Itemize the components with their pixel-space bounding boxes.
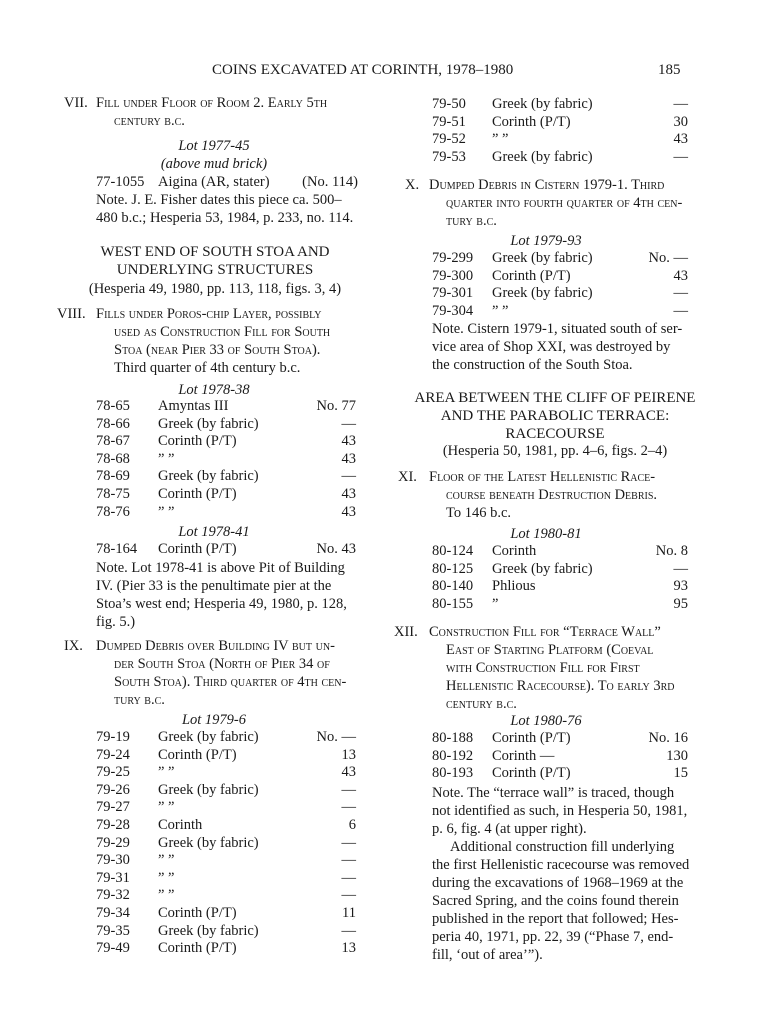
coin-id: 80-188: [432, 730, 474, 746]
coin-id: 79-300: [432, 267, 474, 284]
coin-catalog-number: 43: [341, 486, 356, 502]
coin-id: 79-27: [96, 799, 130, 816]
coin-row: [96, 905, 356, 922]
coin-id: 77-1055: [96, 174, 145, 190]
note-text: Note. Cistern 1979-1, situated south of ser-: [432, 321, 683, 337]
coin-catalog-number: —: [341, 834, 356, 851]
coin-id: 79-28: [96, 817, 130, 833]
coin-catalog-number: 30: [673, 113, 688, 130]
coin-description: Corinth: [158, 817, 203, 833]
coin-row: [96, 887, 356, 904]
coin-row: [96, 729, 356, 746]
paragraph-text: published in the report that followed; Hes-: [432, 911, 679, 927]
coin-row: [96, 504, 356, 521]
coin-description: Greek (by fabric): [158, 834, 259, 851]
coin-row: [432, 114, 688, 131]
area-heading: RACECOURSE: [505, 426, 605, 442]
coin-catalog-number: —: [341, 781, 356, 798]
coin-row: [432, 268, 688, 285]
coin-catalog-number: —: [341, 869, 356, 886]
note-text: Note. J. E. Fisher dates this piece ca. 500–: [96, 192, 342, 208]
coin-id: 78-68: [96, 450, 130, 467]
coin-catalog-number: —: [673, 148, 688, 165]
coin-id: 79-52: [432, 131, 466, 148]
area-heading: UNDERLYING STRUCTURES: [116, 262, 314, 278]
note-text: p. 6, fig. 4 (at upper right).: [432, 821, 587, 837]
section-xi-number: XI.: [398, 469, 417, 485]
section-xii-title: Construction Fill for “Terrace Wall”: [429, 624, 661, 640]
note-text: the construction of the South Stoa.: [432, 357, 633, 373]
coin-row: [96, 940, 356, 957]
coin-row: [96, 416, 356, 433]
coin-row: [432, 149, 688, 166]
section-xi-title-cont: course beneath Destruction Debris.: [446, 487, 658, 503]
coin-id: 79-301: [432, 285, 474, 302]
section-ix-title-cont: tury b.c.: [114, 692, 165, 708]
coin-row: [432, 765, 688, 782]
coin-description: Greek (by fabric): [158, 415, 259, 432]
coin-row: [432, 748, 688, 765]
coin-description: Aigina (AR, stater): [158, 174, 270, 190]
section-vii-number: VII.: [64, 95, 88, 111]
coin-description: Corinth (P/T): [158, 940, 237, 957]
coin-id: 80-124: [432, 543, 474, 559]
section-xii-title-cont: with Construction Fill for First: [446, 660, 640, 676]
coin-description: Greek (by fabric): [158, 729, 259, 745]
coin-description: Corinth (P/T): [492, 765, 571, 782]
coin-description: ” ”: [158, 887, 175, 904]
coin-row: [96, 398, 356, 415]
coin-id: 80-193: [432, 765, 474, 782]
section-vii-title-cont: century b.c.: [114, 113, 185, 129]
section-ix-title-cont: South Stoa). Third quarter of 4th cen-: [114, 674, 347, 690]
coin-row: [96, 747, 356, 764]
coin-id: 79-26: [96, 781, 130, 798]
coin-catalog-number: —: [673, 96, 688, 112]
section-viii-title-cont: used as Construction Fill for South: [114, 324, 331, 340]
coin-id: 80-140: [432, 578, 474, 595]
coin-id: 79-30: [96, 852, 130, 869]
coin-catalog-number: 43: [341, 503, 356, 520]
coin-row: [96, 870, 356, 887]
coin-row: [96, 486, 356, 503]
coin-id: 79-50: [432, 96, 466, 112]
coin-description: Greek (by fabric): [492, 148, 593, 165]
coin-catalog-number: No. —: [316, 729, 356, 745]
coin-row: [96, 923, 356, 940]
lot-sublabel: (above mud brick): [160, 156, 268, 172]
coin-id: 79-53: [432, 148, 466, 165]
section-viii-title-cont: Stoa (near Pier 33 of South Stoa).: [114, 342, 321, 358]
section-x-title-cont: quarter into fourth quarter of 4th cen-: [446, 195, 683, 211]
coin-id: 78-67: [96, 433, 130, 450]
section-xii-title-cont: East of Starting Platform (Coeval: [446, 642, 654, 658]
section-xi-date: To 146 b.c.: [446, 505, 512, 521]
coin-description: Amyntas III: [158, 398, 229, 414]
coin-row: [96, 468, 356, 485]
coin-catalog-number: 11: [342, 905, 356, 921]
coin-row: [96, 541, 356, 558]
coin-description: Corinth: [492, 543, 537, 559]
coin-row: [432, 578, 688, 595]
coin-catalog-number: 15: [673, 765, 688, 782]
lot-label: Lot 1979-6: [181, 712, 247, 728]
coin-id: 78-66: [96, 415, 130, 432]
coin-catalog-number: —: [341, 799, 356, 816]
coin-description: ” ”: [158, 852, 175, 869]
coin-id: 79-29: [96, 834, 130, 851]
coin-description: Corinth (P/T): [158, 746, 237, 763]
coin-description: Greek (by fabric): [158, 781, 259, 798]
area-reference: (Hesperia 49, 1980, pp. 113, 118, figs. 3, 4): [88, 281, 342, 297]
lot-label: Lot 1978-41: [178, 524, 250, 540]
coin-row: [96, 817, 356, 834]
lot-label: Lot 1980-81: [510, 526, 582, 542]
note-text: Stoa’s west end; Hesperia 49, 1980, p. 128,: [96, 596, 347, 612]
section-viii-date: Third quarter of 4th century b.c.: [114, 360, 301, 376]
section-xii-title-cont: century b.c.: [446, 696, 517, 712]
coin-catalog-number: —: [673, 285, 688, 302]
area-heading: AREA BETWEEN THE CLIFF OF PEIRENE: [414, 390, 696, 406]
coin-catalog-number: 6: [348, 817, 356, 833]
lot-label: Lot 1979-93: [510, 233, 582, 249]
coin-id: 79-34: [96, 905, 130, 921]
section-xii-number: XII.: [394, 624, 418, 640]
paragraph-text: fill, ‘out of area’”).: [432, 947, 543, 963]
coin-description: Corinth (P/T): [492, 730, 571, 746]
note-text: vice area of Shop XXI, was destroyed by: [432, 339, 671, 355]
coin-description: ”: [492, 595, 499, 612]
coin-catalog-number: 13: [341, 746, 356, 763]
section-xii-title-cont: Hellenistic Racecourse). To early 3rd: [446, 678, 675, 694]
coin-id: 80-155: [432, 595, 474, 612]
section-ix-number: IX.: [64, 638, 83, 654]
coin-id: 79-299: [432, 250, 474, 266]
coin-id: 79-51: [432, 113, 466, 130]
coin-description: ” ”: [158, 869, 175, 886]
area-heading: AND THE PARABOLIC TERRACE:: [440, 408, 670, 424]
note-text: Note. Lot 1978-41 is above Pit of Building: [96, 560, 345, 576]
coin-catalog-number: —: [673, 560, 688, 577]
coin-id: 78-164: [96, 541, 138, 557]
coin-row: [432, 285, 688, 302]
coin-id: 80-125: [432, 560, 474, 577]
coin-description: Phlious: [492, 578, 536, 595]
section-xi-title: Floor of the Latest Hellenistic Race-: [429, 469, 656, 485]
coin-catalog-number: No. 8: [655, 543, 688, 559]
coin-row: [96, 764, 356, 781]
coin-description: ” ”: [492, 302, 509, 319]
coin-row: [432, 730, 688, 747]
coin-catalog-number: 43: [673, 267, 688, 284]
coin-catalog-number: 43: [341, 433, 356, 450]
coin-catalog-number: 95: [673, 595, 688, 612]
section-vii-title: Fill under Floor of Room 2. Early 5th: [96, 95, 328, 111]
note-text: Note. The “terrace wall” is traced, though: [432, 785, 675, 801]
coin-row: [96, 451, 356, 468]
coin-description: ” ”: [158, 450, 175, 467]
section-ix-title: Dumped Debris over Building IV but un-: [96, 638, 335, 654]
coin-id: 80-192: [432, 747, 474, 764]
coin-catalog-number: No. 43: [316, 541, 356, 557]
coin-description: Corinth (P/T): [158, 486, 237, 502]
coin-row: [96, 835, 356, 852]
page-number: 185: [658, 62, 681, 78]
coin-id: 79-19: [96, 729, 130, 745]
section-ix-title-cont: der South Stoa (North of Pier 34 of: [114, 656, 330, 672]
coin-id: 78-69: [96, 468, 130, 485]
paragraph-text: the first Hellenistic racecourse was removed: [432, 857, 690, 873]
note-text: IV. (Pier 33 is the penultimate pier at the: [96, 578, 332, 594]
coin-description: Corinth (P/T): [492, 267, 571, 284]
coin-catalog-number: 43: [341, 450, 356, 467]
coin-description: Greek (by fabric): [158, 922, 259, 939]
coin-catalog-number: No. 16: [648, 730, 688, 746]
coin-catalog-number: 130: [666, 747, 688, 764]
coin-row: [96, 799, 356, 816]
coin-id: 78-76: [96, 503, 130, 520]
coin-row: [432, 96, 688, 113]
coin-row: [432, 131, 688, 148]
coin-description: Greek (by fabric): [158, 468, 259, 485]
coin-description: Corinth (P/T): [158, 433, 237, 450]
section-viii-title: Fills under Poros-chip Layer, possibly: [96, 306, 322, 322]
coin-catalog-number: No. 77: [316, 398, 356, 414]
coin-id: 79-25: [96, 764, 130, 781]
coin-catalog-number: 43: [341, 764, 356, 781]
coin-catalog-number: 93: [673, 578, 688, 595]
coin-id: 79-31: [96, 869, 130, 886]
coin-catalog-number: —: [341, 468, 356, 485]
section-viii-number: VIII.: [57, 306, 86, 322]
coin-catalog-number: 43: [673, 131, 688, 148]
coin-catalog-number: (No. 114): [302, 174, 358, 190]
coin-catalog-number: —: [341, 852, 356, 869]
coin-catalog-number: 13: [341, 940, 356, 957]
coin-row: [96, 433, 356, 450]
coin-row: [96, 174, 358, 191]
paragraph-text: Sacred Spring, and the coins found therein: [432, 893, 679, 909]
coin-description: Greek (by fabric): [492, 96, 593, 112]
coin-description: Greek (by fabric): [492, 560, 593, 577]
paragraph-text: peria 40, 1971, pp. 22, 39 (“Phase 7, end-: [432, 929, 674, 945]
section-x-title-cont: tury b.c.: [446, 213, 497, 229]
coin-catalog-number: No. —: [648, 250, 688, 266]
coin-description: ” ”: [158, 764, 175, 781]
coin-description: Corinth (P/T): [158, 541, 237, 557]
coin-description: ” ”: [158, 799, 175, 816]
section-x-number: X.: [405, 177, 420, 193]
coin-row: [432, 250, 688, 267]
coin-description: Corinth —: [492, 747, 555, 764]
running-title: COINS EXCAVATED AT CORINTH, 1978–1980: [212, 62, 514, 78]
coin-id: 79-35: [96, 922, 130, 939]
lot-label: Lot 1977-45: [178, 138, 250, 154]
coin-row: [432, 596, 688, 613]
coin-id: 79-24: [96, 746, 130, 763]
coin-row: [96, 782, 356, 799]
coin-id: 79-32: [96, 887, 130, 904]
coin-id: 78-75: [96, 486, 130, 502]
coin-catalog-number: —: [341, 415, 356, 432]
coin-description: Corinth (P/T): [492, 113, 571, 130]
coin-row: [432, 543, 688, 560]
paragraph-text: during the excavations of 1968–1969 at the: [432, 875, 684, 891]
coin-catalog-number: —: [341, 922, 356, 939]
area-heading: WEST END OF SOUTH STOA AND: [100, 244, 330, 260]
coin-id: 78-65: [96, 398, 130, 414]
paragraph-text: Additional construction fill underlying: [450, 839, 675, 855]
lot-label: Lot 1980-76: [510, 713, 582, 729]
coin-row: [432, 303, 688, 320]
coin-row: [432, 561, 688, 578]
coin-catalog-number: —: [341, 887, 356, 904]
coin-description: Greek (by fabric): [492, 250, 593, 266]
lot-label: Lot 1978-38: [178, 382, 250, 398]
coin-description: Corinth (P/T): [158, 905, 237, 921]
coin-description: ” ”: [158, 503, 175, 520]
coin-description: Greek (by fabric): [492, 285, 593, 302]
note-text: fig. 5.): [96, 614, 136, 630]
coin-id: 79-304: [432, 302, 474, 319]
coin-catalog-number: —: [673, 302, 688, 319]
note-text: 480 b.c.; Hesperia 53, 1984, p. 233, no. 114.: [96, 210, 354, 226]
section-x-title: Dumped Debris in Cistern 1979-1. Third: [429, 177, 665, 193]
coin-row: [96, 852, 356, 869]
coin-id: 79-49: [96, 940, 130, 957]
note-text: not identified as such, in Hesperia 50, 1981,: [432, 803, 688, 819]
area-reference: (Hesperia 50, 1981, pp. 4–6, figs. 2–4): [442, 443, 668, 459]
coin-description: ” ”: [492, 131, 509, 148]
